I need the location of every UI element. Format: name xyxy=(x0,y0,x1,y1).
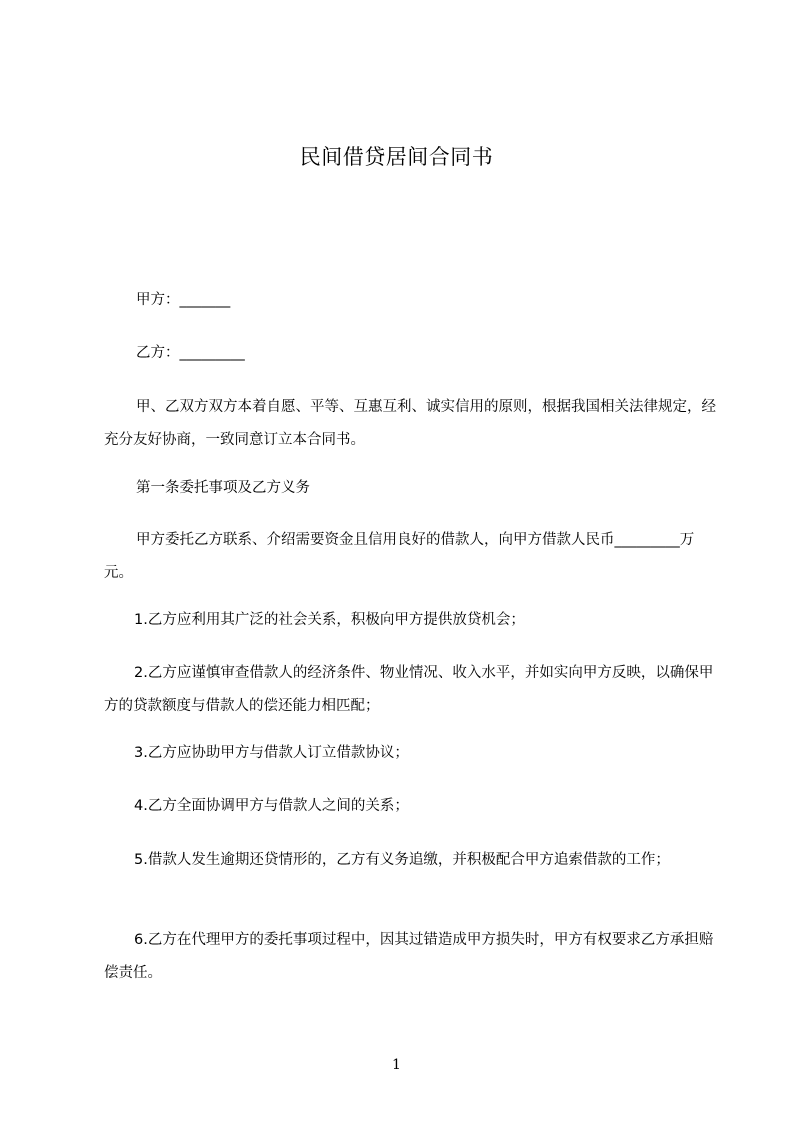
party-b-line: 乙方：_________ xyxy=(136,345,245,361)
page-number: 1 xyxy=(392,1057,401,1073)
list-item: 6.乙方在代理甲方的委托事项过程中，因其过错造成甲方损失时，甲方有权要求乙方承担赔偿责任。 xyxy=(104,932,714,981)
article1-heading: 第一条委托事项及乙方义务 xyxy=(136,480,310,496)
list-item: 1.乙方应利用其广泛的社会关系，积极向甲方提供放贷机会； xyxy=(134,612,525,628)
article1-body: 甲方委托乙方联系、介绍需要资金且信用良好的借款人，向甲方借款人民币_________万元。 xyxy=(104,532,695,581)
intro-paragraph: 甲、乙双方双方本着自愿、平等、互惠互利、诚实信用的原则，根据我国相关法律规定，经充分友好协商，一致同意订立本合同书。 xyxy=(104,399,716,448)
list-item: 4.乙方全面协调甲方与借款人之间的关系； xyxy=(134,798,409,814)
party-a-line: 甲方：_______ xyxy=(136,292,231,308)
list-item: 5.借款人发生逾期还贷情形的，乙方有义务追缴，并积极配合甲方追索借款的工作； xyxy=(134,852,670,868)
list-item: 2.乙方应谨慎审查借款人的经济条件、物业情况、收入水平，并如实向甲方反映，以确保甲方的贷款额度与借款人的偿还能力相匹配； xyxy=(104,665,714,714)
list-item: 3.乙方应协助甲方与借款人订立借款协议； xyxy=(134,745,409,761)
document-title: 民间借贷居间合同书 xyxy=(299,145,494,169)
